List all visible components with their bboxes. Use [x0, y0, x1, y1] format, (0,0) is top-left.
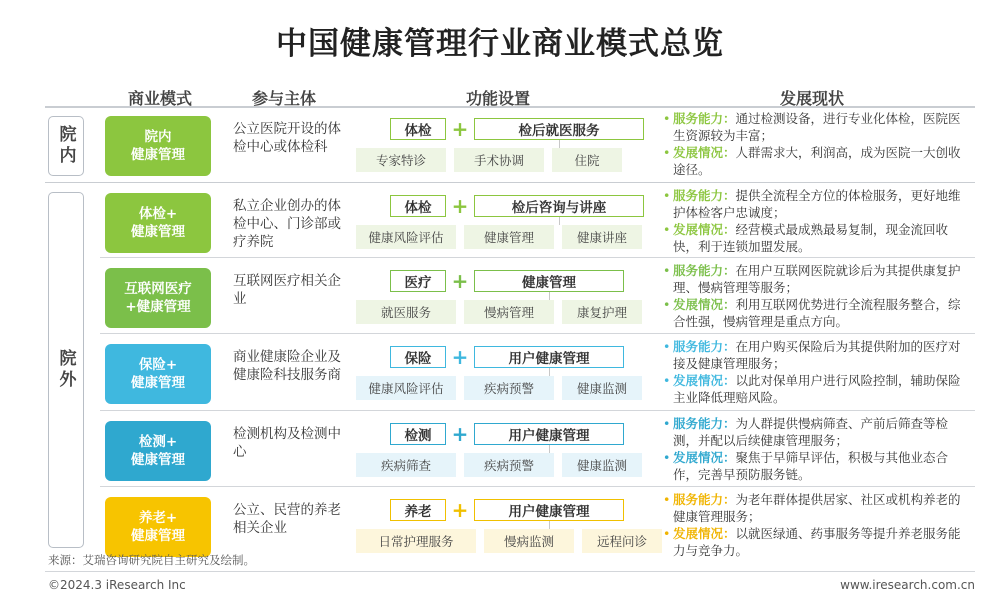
header-divider — [45, 106, 975, 108]
status-text: 人群需求大，利润高，成为医院一大创收途径。 — [673, 145, 961, 177]
function-sub-item: 健康风险评估 — [356, 376, 456, 400]
status-label: 发展情况： — [673, 526, 736, 541]
source-note: 来源：艾瑞咨询研究院自主研究及绘制。 — [48, 553, 255, 567]
header-function: 功能设置 — [466, 89, 531, 108]
status-situation — [663, 221, 968, 255]
bullet-icon: • — [663, 450, 671, 465]
status-text: 经营模式最成熟最易复制，现金流回收快，利于连锁加盟发展。 — [673, 222, 949, 254]
function-sub-item: 就医服务 — [356, 300, 456, 324]
status-situation — [663, 449, 968, 483]
section-inside — [48, 116, 84, 176]
bullet-icon: • — [663, 111, 671, 126]
status-ability — [663, 262, 968, 296]
function-sub-item: 疾病筛查 — [356, 453, 456, 477]
section-outside — [48, 192, 84, 548]
plus-icon: + — [451, 194, 469, 218]
connector-line — [549, 368, 550, 376]
status-text: 聚焦于早筛早评估，积极与其他业态合作，完善早预防服务链。 — [673, 450, 949, 482]
status-situation — [663, 525, 968, 559]
entity-text: 公立、民营的养老相关企业 — [233, 502, 341, 536]
function-sub-items — [356, 148, 648, 172]
status-label: 服务能力： — [673, 111, 736, 126]
function-sub-item: 康复护理 — [562, 300, 642, 324]
plus-icon: + — [451, 422, 469, 446]
bullet-icon: • — [663, 297, 671, 312]
function-core-box: 体检 — [390, 195, 446, 217]
status-text: 在用户购买保险后为其提供附加的医疗对接及健康管理服务； — [673, 339, 961, 371]
function-sub-item: 住院 — [552, 148, 622, 172]
website: www.iresearch.com.cn — [840, 578, 975, 592]
connector-line — [559, 140, 560, 148]
header-model: 商业模式 — [128, 89, 193, 108]
plus-icon: + — [451, 345, 469, 369]
function-sub-item: 健康讲座 — [562, 225, 642, 249]
section-inside-label: 院内 — [55, 125, 76, 167]
function-sub-item: 慢病监测 — [484, 529, 574, 553]
entity-text: 私立企业创办的体检中心、门诊部或疗养院 — [233, 198, 341, 250]
function-sub-items — [356, 225, 648, 249]
status-text: 通过检测设备，进行专业化体检，医院医生资源较为丰富； — [673, 111, 961, 143]
row-divider — [45, 182, 975, 183]
row-divider — [100, 333, 975, 334]
row-divider — [100, 486, 975, 487]
bullet-icon: • — [663, 492, 671, 507]
footer-divider — [45, 571, 975, 572]
function-sub-items — [356, 529, 648, 553]
model-badge: 院内 健康管理 — [105, 116, 211, 176]
status-block — [663, 110, 968, 178]
function-service-box: 用户健康管理 — [474, 346, 624, 368]
function-sub-item: 疾病预警 — [464, 453, 554, 477]
entity-text: 检测机构及检测中心 — [233, 426, 341, 460]
status-label: 发展情况： — [673, 373, 736, 388]
function-service-box: 健康管理 — [474, 270, 624, 292]
model-badge: 互联网医疗 +健康管理 — [105, 268, 211, 328]
section-outside-label: 院外 — [55, 349, 76, 391]
function-sub-item: 日常护理服务 — [356, 529, 476, 553]
status-ability — [663, 415, 968, 449]
status-label: 发展情况： — [673, 297, 736, 312]
bullet-icon: • — [663, 339, 671, 354]
status-label: 服务能力： — [673, 188, 736, 203]
status-block — [663, 262, 968, 330]
status-text: 以就医绿通、药事服务等提升养老服务能力与竞争力。 — [673, 526, 961, 558]
connector-line — [559, 217, 560, 225]
plus-icon: + — [451, 269, 469, 293]
function-sub-item: 远程问诊 — [582, 529, 662, 553]
function-service-box: 用户健康管理 — [474, 499, 624, 521]
bullet-icon: • — [663, 526, 671, 541]
status-text: 在用户互联网医院就诊后为其提供康复护理、慢病管理等服务； — [673, 263, 961, 295]
model-badge: 检测+ 健康管理 — [105, 421, 211, 481]
bullet-icon: • — [663, 222, 671, 237]
status-block — [663, 338, 968, 406]
function-sub-items — [356, 376, 648, 400]
status-label: 发展情况： — [673, 145, 736, 160]
status-label: 服务能力： — [673, 492, 736, 507]
function-core-box: 养老 — [390, 499, 446, 521]
function-sub-item: 健康风险评估 — [356, 225, 456, 249]
function-sub-items — [356, 453, 648, 477]
model-badge: 体检+ 健康管理 — [105, 193, 211, 253]
status-ability — [663, 491, 968, 525]
function-service-box: 检后就医服务 — [474, 118, 644, 140]
status-label: 服务能力： — [673, 339, 736, 354]
status-block — [663, 491, 968, 559]
model-badge: 养老+ 健康管理 — [105, 497, 211, 557]
status-label: 发展情况： — [673, 450, 736, 465]
status-label: 服务能力： — [673, 416, 736, 431]
function-sub-item: 健康管理 — [464, 225, 554, 249]
status-text: 以此对保单用户进行风险控制，辅助保险主业降低理赔风险。 — [673, 373, 961, 405]
status-label: 发展情况： — [673, 222, 736, 237]
status-text: 利用互联网优势进行全流程服务整合，综合性强，慢病管理是重点方向。 — [673, 297, 961, 329]
function-core-box: 体检 — [390, 118, 446, 140]
status-text: 为老年群体提供居家、社区或机构养老的健康管理服务； — [673, 492, 961, 524]
model-badge: 保险+ 健康管理 — [105, 344, 211, 404]
bullet-icon: • — [663, 373, 671, 388]
status-text: 为人群提供慢病筛查、产前后筛查等检测，并配以后续健康管理服务； — [673, 416, 949, 448]
function-sub-item: 疾病预警 — [464, 376, 554, 400]
bullet-icon: • — [663, 263, 671, 278]
plus-icon: + — [451, 117, 469, 141]
function-sub-item: 健康监测 — [562, 453, 642, 477]
connector-line — [549, 445, 550, 453]
connector-line — [549, 292, 550, 300]
status-block — [663, 415, 968, 483]
function-core-box: 保险 — [390, 346, 446, 368]
function-core-box: 医疗 — [390, 270, 446, 292]
function-sub-item: 专家特诊 — [356, 148, 446, 172]
function-sub-item: 慢病管理 — [464, 300, 554, 324]
row-divider — [100, 410, 975, 411]
function-service-box: 检后咨询与讲座 — [474, 195, 644, 217]
function-service-box: 用户健康管理 — [474, 423, 624, 445]
status-ability — [663, 110, 968, 144]
row-divider — [100, 257, 975, 258]
header-entity: 参与主体 — [252, 89, 317, 108]
status-text: 提供全流程全方位的体检服务，更好地维护体检客户忠诚度； — [673, 188, 961, 220]
status-label: 服务能力： — [673, 263, 736, 278]
bullet-icon: • — [663, 188, 671, 203]
header-status: 发展现状 — [780, 89, 845, 108]
copyright: ©2024.3 iResearch Inc — [48, 578, 186, 592]
status-ability — [663, 338, 968, 372]
entity-text: 商业健康险企业及健康险科技服务商 — [233, 349, 341, 383]
page-title: 中国健康管理行业商业模式总览 — [276, 26, 724, 62]
bullet-icon: • — [663, 145, 671, 160]
function-core-box: 检测 — [390, 423, 446, 445]
function-sub-item: 健康监测 — [562, 376, 642, 400]
connector-line — [549, 521, 550, 529]
function-sub-items — [356, 300, 648, 324]
status-situation — [663, 296, 968, 330]
function-sub-item: 手术协调 — [454, 148, 544, 172]
entity-text: 公立医院开设的体检中心或体检科 — [233, 121, 341, 155]
status-block — [663, 187, 968, 255]
entity-text: 互联网医疗相关企业 — [233, 273, 341, 307]
status-situation — [663, 144, 968, 178]
status-ability — [663, 187, 968, 221]
bullet-icon: • — [663, 416, 671, 431]
status-situation — [663, 372, 968, 406]
plus-icon: + — [451, 498, 469, 522]
